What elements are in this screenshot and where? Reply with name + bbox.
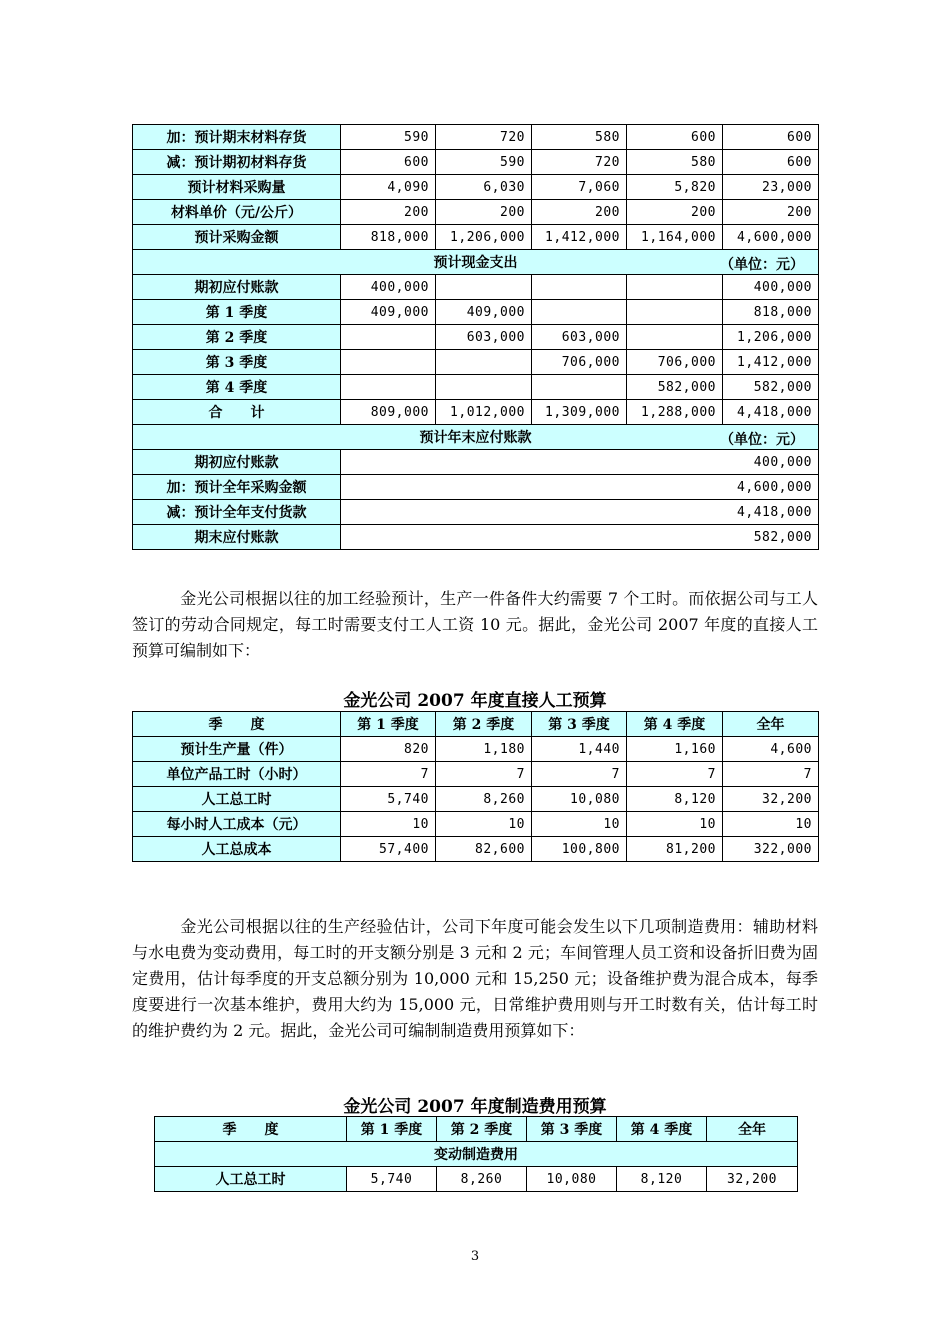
table-cell xyxy=(436,350,532,375)
header-row xyxy=(133,712,819,737)
table-cell: 720 xyxy=(436,125,532,150)
page-number: 3 xyxy=(470,1249,480,1264)
table-cell: 1,206,000 xyxy=(723,325,819,350)
table-cell: 603,000 xyxy=(436,325,532,350)
table-cell: 1,012,000 xyxy=(436,400,532,425)
table-row xyxy=(133,150,819,175)
row-label: 预计材料采购量 xyxy=(133,175,341,200)
row-label: 第 3 季度 xyxy=(133,350,341,375)
table-cell: 7 xyxy=(723,762,819,787)
table-cell: 582,000 xyxy=(627,375,723,400)
table-cell: 4,090 xyxy=(341,175,436,200)
column-header: 第 3 季度 xyxy=(527,1117,617,1142)
table-cell: 600 xyxy=(341,150,436,175)
row-label: 期初应付账款 xyxy=(133,275,341,300)
section-title: 预计年末应付账款 xyxy=(419,430,532,446)
table-cell xyxy=(532,275,627,300)
table-cell xyxy=(341,325,436,350)
section-header xyxy=(133,425,819,450)
row-label: 期末应付账款 xyxy=(133,525,341,550)
table-cell: 1,206,000 xyxy=(436,225,532,250)
table-cell xyxy=(532,300,627,325)
row-label: 单位产品工时（小时） xyxy=(133,762,341,787)
row-label: 人工总成本 xyxy=(133,837,341,862)
table-cell xyxy=(532,375,627,400)
row-label: 第 1 季度 xyxy=(133,300,341,325)
column-header: 季 度 xyxy=(155,1117,347,1142)
table-cell: 200 xyxy=(627,200,723,225)
table-cell: 8,260 xyxy=(437,1167,527,1192)
row-label: 第 2 季度 xyxy=(133,325,341,350)
table-cell: 1,164,000 xyxy=(627,225,723,250)
section-unit: （单位：元） xyxy=(720,257,804,273)
table-cell: 6,030 xyxy=(436,175,532,200)
table-cell: 409,000 xyxy=(436,300,532,325)
column-header: 季 度 xyxy=(133,712,341,737)
table-row xyxy=(133,200,819,225)
table-cell: 720 xyxy=(532,150,627,175)
row-label: 期初应付账款 xyxy=(133,450,341,475)
table-cell: 200 xyxy=(723,200,819,225)
row-label: 每小时人工成本（元） xyxy=(133,812,341,837)
table-row xyxy=(133,837,819,862)
table-cell: 5,740 xyxy=(347,1167,437,1192)
table-cell: 1,288,000 xyxy=(627,400,723,425)
table-row xyxy=(133,737,819,762)
row-label: 人工总工时 xyxy=(133,787,341,812)
table-row xyxy=(155,1167,798,1192)
row-label: 预计生产量（件） xyxy=(133,737,341,762)
table-cell: 7 xyxy=(341,762,436,787)
row-label: 加：预计期末材料存货 xyxy=(133,125,341,150)
table-row xyxy=(133,450,819,475)
table-cell: 600 xyxy=(627,125,723,150)
section-row xyxy=(133,250,819,275)
table-cell: 32,200 xyxy=(707,1167,798,1192)
section-row xyxy=(155,1142,798,1167)
table-cell: 200 xyxy=(436,200,532,225)
table-cell: 1,412,000 xyxy=(532,225,627,250)
table-cell: 32,200 xyxy=(723,787,819,812)
table-cell: 1,309,000 xyxy=(532,400,627,425)
table-cell: 1,412,000 xyxy=(723,350,819,375)
column-header: 第 1 季度 xyxy=(341,712,436,737)
table-cell: 7 xyxy=(436,762,532,787)
table-cell: 57,400 xyxy=(341,837,436,862)
table-cell: 8,120 xyxy=(617,1167,707,1192)
table-cell: 706,000 xyxy=(532,350,627,375)
section-header: 变动制造费用 xyxy=(155,1142,798,1167)
row-label: 合 计 xyxy=(133,400,341,425)
table-cell: 818,000 xyxy=(341,225,436,250)
column-header: 第 2 季度 xyxy=(436,712,532,737)
table-row xyxy=(133,787,819,812)
table-cell: 200 xyxy=(532,200,627,225)
table-row xyxy=(133,400,819,425)
row-label: 减：预计全年支付货款 xyxy=(133,500,341,525)
table-cell: 409,000 xyxy=(341,300,436,325)
table-cell: 400,000 xyxy=(341,275,436,300)
table-cell: 580 xyxy=(532,125,627,150)
table-cell xyxy=(436,375,532,400)
column-header: 第 2 季度 xyxy=(437,1117,527,1142)
table-cell: 322,000 xyxy=(723,837,819,862)
paragraph-labor-intro: 金光公司根据以往的加工经验预计，生产一件备件大约需要 7 个工时。而依据公司与工人签订的劳动合同规定，每工时需要支付工人工资 10 元。据此，金光公司 2007 年度的直接人工预算可编制如下： xyxy=(132,589,818,660)
row-label: 预计采购金额 xyxy=(133,225,341,250)
table-cell: 400,000 xyxy=(723,275,819,300)
table-row xyxy=(133,475,819,500)
table-cell: 603,000 xyxy=(532,325,627,350)
table-cell: 600 xyxy=(723,150,819,175)
table-row xyxy=(133,350,819,375)
row-label: 第 4 季度 xyxy=(133,375,341,400)
row-label: 材料单价（元/公斤） xyxy=(133,200,341,225)
table-cell: 10,080 xyxy=(532,787,627,812)
labor-budget-table xyxy=(132,711,819,862)
table-cell: 590 xyxy=(436,150,532,175)
table-cell xyxy=(627,275,723,300)
table-cell: 5,820 xyxy=(627,175,723,200)
section-header xyxy=(133,250,819,275)
table-cell: 1,440 xyxy=(532,737,627,762)
overhead-budget-title: 金光公司 2007 年度制造费用预算 xyxy=(343,1097,607,1117)
table-cell: 582,000 xyxy=(723,375,819,400)
table-row xyxy=(133,500,819,525)
table-cell: 4,418,000 xyxy=(723,400,819,425)
column-header: 全年 xyxy=(707,1117,798,1142)
table-cell: 10 xyxy=(436,812,532,837)
table-cell: 10 xyxy=(341,812,436,837)
table-cell: 1,160 xyxy=(627,737,723,762)
table-cell xyxy=(341,350,436,375)
table-cell: 590 xyxy=(341,125,436,150)
table-row xyxy=(133,525,819,550)
table-cell: 582,000 xyxy=(341,525,819,550)
material-purchase-table xyxy=(132,124,819,550)
table-cell: 820 xyxy=(341,737,436,762)
table-cell: 23,000 xyxy=(723,175,819,200)
table-cell: 580 xyxy=(627,150,723,175)
table-cell: 10 xyxy=(627,812,723,837)
header-row xyxy=(155,1117,798,1142)
table-cell: 1,180 xyxy=(436,737,532,762)
table-cell: 4,600 xyxy=(723,737,819,762)
table-cell: 8,260 xyxy=(436,787,532,812)
section-row xyxy=(133,425,819,450)
table-row xyxy=(133,125,819,150)
table-cell: 82,600 xyxy=(436,837,532,862)
table-cell: 100,800 xyxy=(532,837,627,862)
table-row xyxy=(133,812,819,837)
table-cell: 5,740 xyxy=(341,787,436,812)
table-cell: 600 xyxy=(723,125,819,150)
labor-budget-title: 金光公司 2007 年度直接人工预算 xyxy=(343,691,607,711)
row-label: 加：预计全年采购金额 xyxy=(133,475,341,500)
table-cell: 706,000 xyxy=(627,350,723,375)
table-cell: 809,000 xyxy=(341,400,436,425)
table-cell: 7 xyxy=(627,762,723,787)
row-label: 减：预计期初材料存货 xyxy=(133,150,341,175)
table-cell: 400,000 xyxy=(341,450,819,475)
table-row xyxy=(133,325,819,350)
table-cell xyxy=(627,325,723,350)
table-cell xyxy=(627,300,723,325)
column-header: 第 4 季度 xyxy=(617,1117,707,1142)
column-header: 第 3 季度 xyxy=(532,712,627,737)
table-cell: 10 xyxy=(723,812,819,837)
section-title: 预计现金支出 xyxy=(433,255,518,271)
column-header: 全年 xyxy=(723,712,819,737)
table-cell: 81,200 xyxy=(627,837,723,862)
table-row xyxy=(133,225,819,250)
table-cell: 200 xyxy=(341,200,436,225)
table-row xyxy=(133,275,819,300)
row-label: 人工总工时 xyxy=(155,1167,347,1192)
table-row xyxy=(133,762,819,787)
table-cell: 10,080 xyxy=(527,1167,617,1192)
column-header: 第 1 季度 xyxy=(347,1117,437,1142)
column-header: 第 4 季度 xyxy=(627,712,723,737)
paragraph-overhead-intro: 金光公司根据以往的生产经验估计，公司下年度可能会发生以下几项制造费用：辅助材料与水电费为变动费用，每工时的开支额分别是 3 元和 2 元；车间管理人员工资和设备折旧费为固定费用，估计每季度的开支总额分别为 10,000 元和 15,250 元；设备维护费为混合成本，每季度要进行一次基本维护，费用大约为 15,000 元，日常维护费用则与开工时数有关，估计每工时的维护费约为 2 元。据此，金光公司可编制制造费用预算如下： xyxy=(132,917,818,1040)
table-cell: 818,000 xyxy=(723,300,819,325)
table-cell xyxy=(436,275,532,300)
table-cell: 4,600,000 xyxy=(341,475,819,500)
table-cell: 7,060 xyxy=(532,175,627,200)
table-cell: 8,120 xyxy=(627,787,723,812)
table-row xyxy=(133,375,819,400)
table-cell xyxy=(341,375,436,400)
table-cell: 4,418,000 xyxy=(341,500,819,525)
table-cell: 10 xyxy=(532,812,627,837)
section-unit: （单位：元） xyxy=(720,432,804,448)
table-row xyxy=(133,300,819,325)
table-cell: 7 xyxy=(532,762,627,787)
table-row xyxy=(133,175,819,200)
overhead-budget-table xyxy=(154,1116,798,1192)
table-cell: 4,600,000 xyxy=(723,225,819,250)
